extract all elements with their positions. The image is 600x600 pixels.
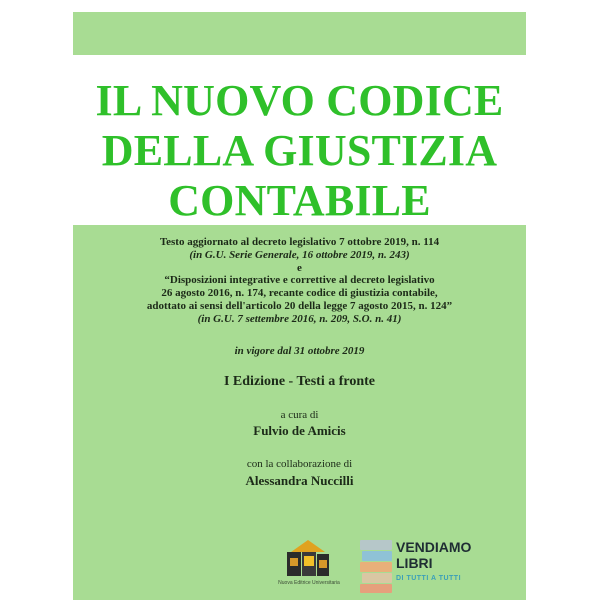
collaborator-name: Alessandra Nuccilli <box>245 473 354 488</box>
description-line-3: “Disposizioni integrative e correttive al decreto legislativo <box>164 274 435 286</box>
description-connector: e <box>297 262 302 274</box>
description-line-1: Testo aggiornato al decreto legislativo 7 ottobre 2019, n. 114 <box>159 236 440 248</box>
description-line-4: 26 agosto 2016, n. 174, recante codice di giustizia contabile, <box>161 287 438 299</box>
publisher-logo-icon <box>285 538 331 578</box>
title-line-1: IL NUOVO CODICE <box>95 76 504 125</box>
in-force-date: in vigore dal 31 ottobre 2019 <box>234 345 365 357</box>
title-line-3: CONTABILE <box>168 176 431 225</box>
description-line-6: (in G.U. 7 settembre 2016, n. 209, S.O. n. 41) <box>197 313 402 325</box>
collaboration-label: con la collaborazione di <box>246 458 353 470</box>
edition-label: I Edizione - Testi a fronte <box>223 374 376 389</box>
title-panel <box>73 55 526 225</box>
editor-name: Fulvio de Amicis <box>253 423 346 438</box>
description-line-5: adottato ai sensi dell'articolo 20 della legge 7 agosto 2015, n. 124” <box>146 300 453 312</box>
badge-line-1: VENDIAMO <box>396 539 472 555</box>
badge-line-2: LIBRI <box>396 555 433 571</box>
book-cover <box>73 12 526 600</box>
publisher-caption: Nuova Editrice Universitaria <box>278 580 340 586</box>
description-line-2: (in G.U. Serie Generale, 16 ottobre 2019, n. 243) <box>189 249 410 261</box>
badge-slogan: DI TUTTI A TUTTI <box>396 575 462 582</box>
edited-by-label: a cura di <box>280 409 319 421</box>
title-line-2: DELLA GIUSTIZIA <box>101 126 498 175</box>
